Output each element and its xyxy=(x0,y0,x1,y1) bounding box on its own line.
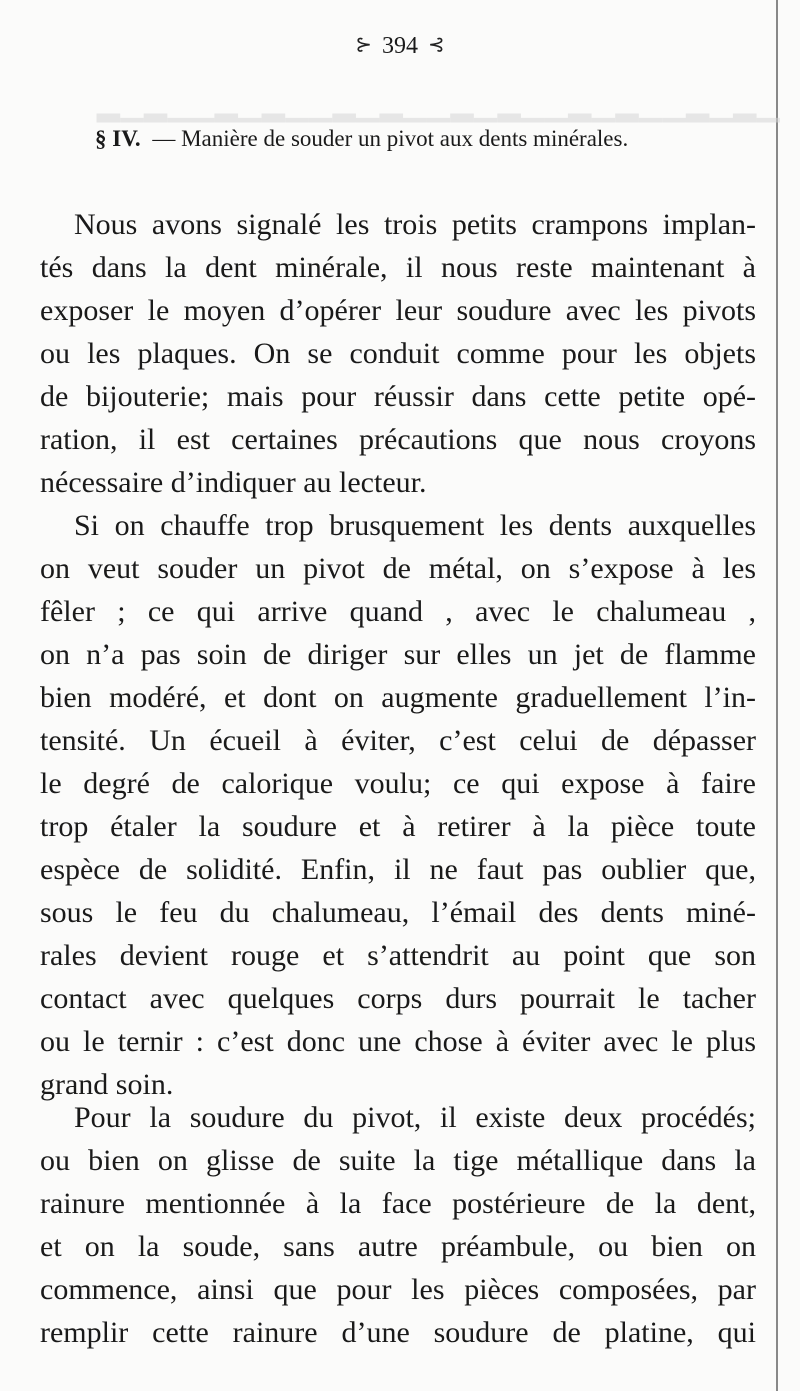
text-line: ou bien on glisse de suite la tige métallique dans la xyxy=(40,1144,756,1177)
text-line: Pour la soudure du pivot, il existe deux procédés; xyxy=(74,1101,756,1134)
text-line: nécessaire d’indiquer au lecteur. xyxy=(40,466,427,499)
text-line: remplir cette rainure d’une soudure de platine, qui xyxy=(40,1316,756,1349)
section-title-text: — Manière de souder un pivot aux dents minérales. xyxy=(152,126,629,151)
text-line: commence, ainsi que pour les pièces composées, par xyxy=(40,1273,756,1306)
text-line: bien modéré, et dont on augmente graduellement l’in- xyxy=(40,681,756,714)
text-line: grand soin. xyxy=(40,1068,174,1101)
text-line: ou le ternir : c’est donc une chose à éviter avec le plus xyxy=(40,1025,756,1058)
paragraph-3 xyxy=(40,1096,756,1354)
text-line: tensité. Un écueil à éviter, c’est celui de dépasser xyxy=(40,724,756,757)
paragraph-1 xyxy=(40,203,756,504)
ornament-right-icon: ⊰ xyxy=(428,34,445,56)
text-line: et on la soude, sans autre préambule, ou bien on xyxy=(40,1230,756,1263)
paragraph-2 xyxy=(40,504,756,1106)
page-number: 394 xyxy=(382,33,418,59)
text-line: on n’a pas soin de diriger sur elles un jet de flamme xyxy=(40,638,756,671)
text-line: de bijouterie; mais pour réussir dans cette petite opé- xyxy=(40,380,756,413)
page-edge-line xyxy=(776,0,778,1391)
text-line: exposer le moyen d’opérer leur soudure avec les pivots xyxy=(40,294,756,327)
text-line: le degré de calorique voulu; ce qui expose à faire xyxy=(40,767,756,800)
text-line: tés dans la dent minérale, il nous reste maintenant à xyxy=(40,251,756,284)
text-line: trop étaler la soudure et à retirer à la pièce toute xyxy=(40,810,756,843)
show-through-texture: ▁▂▁▂▁▁▂▁▂▁▁▂▁▂▁▁▂▁▂▁▁▂▁▂▁▁▂▁▂ xyxy=(96,89,780,122)
page-header xyxy=(0,32,800,60)
text-line: rales devient rouge et s’attendrit au point que son xyxy=(40,939,756,972)
text-line: ration, il est certaines précautions que nous croyons xyxy=(40,423,756,456)
section-number: § IV. xyxy=(95,126,141,151)
text-line: contact avec quelques corps durs pourrait le tacher xyxy=(40,982,756,1015)
ornament-left-icon: ⊱ xyxy=(355,34,372,56)
text-line: on veut souder un pivot de métal, on s’expose à les xyxy=(40,552,756,585)
text-line: Si on chauffe trop brusquement les dents auxquelles xyxy=(74,509,756,542)
text-line: rainure mentionnée à la face postérieure de la dent, xyxy=(40,1187,756,1220)
text-line: ou les plaques. On se conduit comme pour les objets xyxy=(40,337,756,370)
text-line: Nous avons signalé les trois petits crampons implan- xyxy=(74,208,756,241)
text-line: espèce de solidité. Enfin, il ne faut pas oublier que, xyxy=(40,853,756,886)
text-line: fêler ; ce qui arrive quand , avec le chalumeau , xyxy=(40,595,756,628)
section-heading xyxy=(95,126,715,152)
text-line: sous le feu du chalumeau, l’émail des dents miné- xyxy=(40,896,756,929)
